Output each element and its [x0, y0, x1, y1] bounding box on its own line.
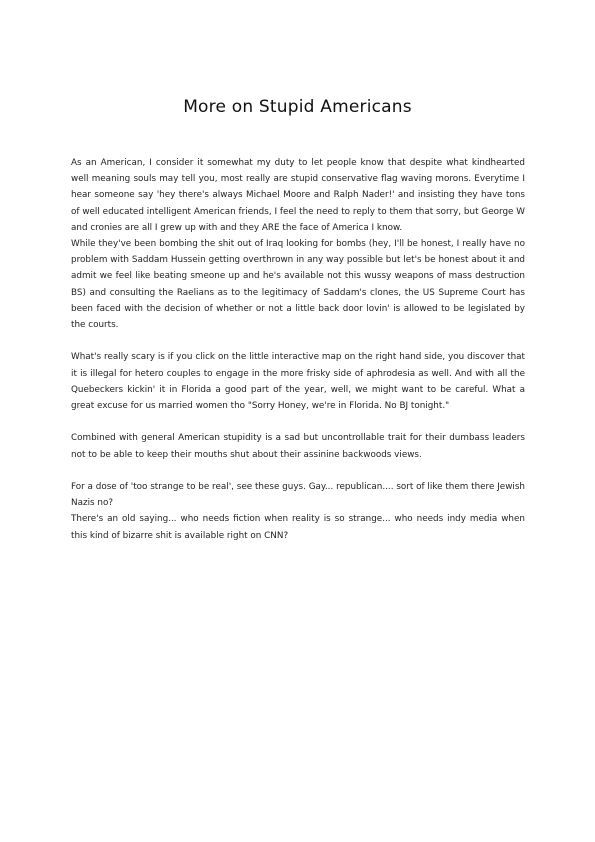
document-title: More on Stupid Americans	[183, 97, 412, 117]
paragraph-1: As an American, I consider it somewhat my duty to let people know that despite what kindhearted well meaning souls may tell you, most really are stupid conservative flag waving morons. Everytime I hear someone say 'hey there's always Michael Moore and Ralph Nader!' and insisting they have tons of well educated intelligent American friends, I feel the need to reply to them that sorry, but George W and cronies are all I grew up with and they ARE the face of America I know.	[71, 158, 525, 233]
paragraph-3: What's really scary is if you click on the little interactive map on the right hand side, you discover that it is illegal for hetero couples to engage in the more frisky side of aphrodesia as well. And with all the Quebeckers kickin' it in Florida a good part of the year, well, we might want to be careful. What a great excuse for us married women tho "Sorry Honey, we're in Florida. No BJ tonight."	[71, 352, 525, 412]
paragraph-6: There's an old saying... who needs fiction when reality is so strange... who needs indy media when this kind of bizarre shit is available right on CNN?	[71, 514, 525, 541]
paragraph-4: Combined with general American stupidity is a sad but uncontrollable trait for their dumbass leaders not to be able to keep their mouths shut about their assinine backwoods views.	[71, 433, 525, 460]
paragraph-5: For a dose of 'too strange to be real', see these guys. Gay... republican.... sort of like them there Jewish Nazis no?	[71, 482, 525, 509]
paragraph-2: While they've been bombing the shit out of Iraq looking for bombs (hey, I'll be honest, I really have no problem with Saddam Hussein getting overthrown in any way possible but let's be honest about it and admit we feel like beating smeone up and he's available not this wussy weapons of mass destruction BS) and consulting the Raelians as to the legitimacy of Saddam's clones, the US Supreme Court has been faced with the decision of whether or not a little back door lovin' is allowed to be legislated by the courts.	[71, 239, 525, 331]
document-body	[71, 155, 525, 544]
